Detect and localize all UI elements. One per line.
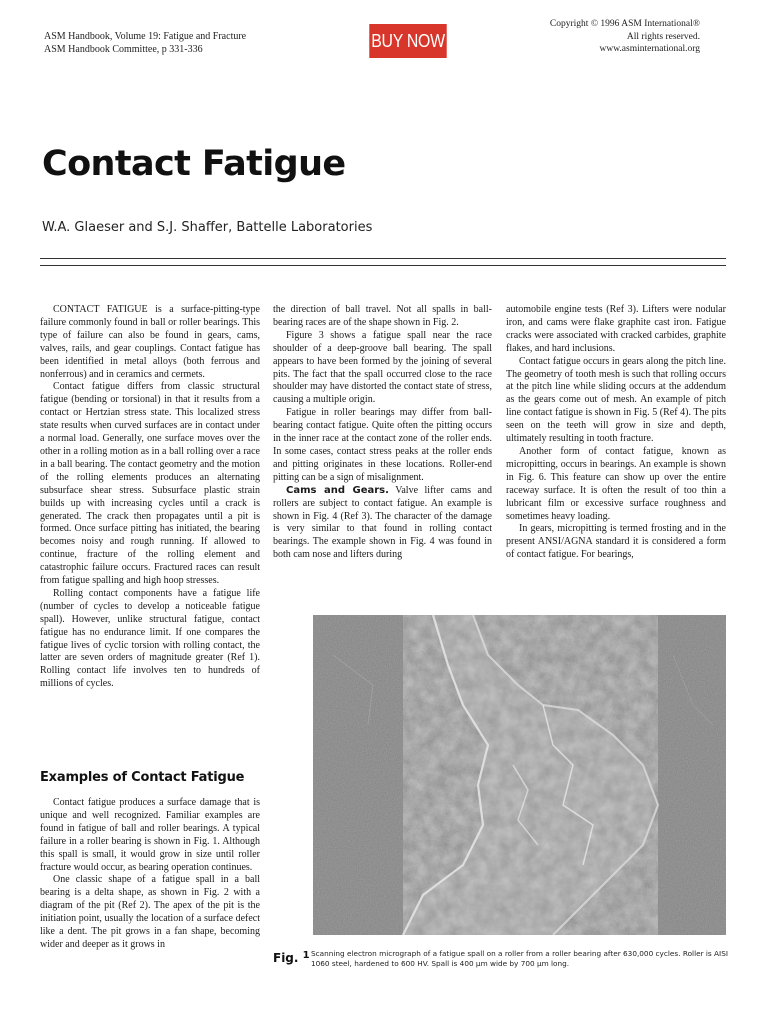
paragraph: Contact fatigue occurs in gears along the pitch line. The geometry of tooth mesh is such that rolling occurs at the pitch line while sliding occurs at the addendum as the gears come out of mesh. An example of pitch line contact fatigue is shown in Fig. 5 (Ref 4). The pits seen on the teeth will grow in size and depth, ultimately resulting in tooth fracture. bbox=[506, 355, 726, 445]
paragraph: automobile engine tests (Ref 3). Lifters were nodular iron, and cams were flake graphite cast iron. Fatigue cracks were associated with cracked carbides, graphite flakes, and hard inclusions. bbox=[506, 304, 726, 354]
paragraph: Figure 3 shows a fatigue spall near the race shoulder of a deep-groove ball bearing. The spall appears to have been formed by the joining of several pits. The fact that the spall occurred close to the race shoulder may have distorted the contact state of stress, causing a multiple origin. bbox=[273, 329, 492, 406]
section-heading: Examples of Contact Fatigue bbox=[40, 770, 245, 785]
buy-now-button[interactable]: BUY NOW bbox=[369, 24, 446, 58]
copyright-line: Copyright © 1996 ASM International® bbox=[549, 19, 700, 29]
paragraph: the direction of ball travel. Not all spalls in ball-bearing races are of the shape shown in Fig. 2. bbox=[273, 304, 492, 328]
paragraph: Contact fatigue produces a surface damage that is unique and well recognized. Familiar examples are found in fatigue of ball and roller bearings. A typical failure in a roller bearing is shown in Fig. 1. Although this spall is small, it would grow in size until roller fracture would occur, as bearing operation continues. bbox=[40, 797, 260, 873]
paragraph: One classic shape of a fatigue spall in a ball bearing is a delta shape, as shown in Fig. 2 with a diagram of the pit (Ref 2). The apex of the pit is the initiation point, usually the location of a surface defect like a dent. The pit grows in a fan shape, becoming wider and deeper as it grows in bbox=[40, 874, 260, 950]
paragraph: CONTACT FATIGUE is a surface-pitting-type failure commonly found in ball or roller bearings. This type of failure can also be found in gears, cams, valves, rails, and gear couplings. Contact fatigue has been identified in metal alloys (both ferrous and nonferrous) and in ceramics and cermets. bbox=[40, 304, 260, 380]
body-column-2 bbox=[273, 304, 492, 562]
body-column-3 bbox=[506, 304, 726, 562]
body-column-1-section bbox=[40, 797, 260, 952]
paragraph-text: Valve lifter cams and rollers are subject to contact fatigue. An example is shown in Fig. 4 (Ref 3). The character of the damage is very similar to that found in rolling contact bearings. The example shown in Fig. 4 was found in both cam nose and lifters during bbox=[273, 484, 492, 561]
paragraph: Rolling contact components have a fatigue life (number of cycles to develop a noticeable fatigue spall). However, unlike structural fatigue, contact fatigue has no endurance limit. If one compares the fatigue lives of cyclic torsion with rolling contact, the latter are seven orders of magnitude greater (Ref 1). Rolling contact life involves ten to hundreds of millions of cycles. bbox=[40, 587, 260, 690]
citation-line-2: ASM Handbook Committee, p 331-336 bbox=[44, 43, 203, 55]
title-rule-top bbox=[40, 258, 726, 259]
figure-number: 1 bbox=[302, 950, 310, 961]
citation-line-1: ASM Handbook, Volume 19: Fatigue and Fracture bbox=[44, 31, 247, 42]
figure-label-text: Fig. bbox=[273, 951, 299, 965]
paragraph: Another form of contact fatigue, known as micropitting, occurs in bearings. An example is shown in Fig. 6. This feature can show up over the entire raceway surface. It is often the result of too thin a lubricant film or excessive surface roughness and sometimes heavy loading. bbox=[506, 445, 726, 522]
article-title: Contact Fatigue bbox=[42, 144, 346, 184]
citation-block bbox=[44, 31, 246, 56]
copyright-block bbox=[550, 18, 700, 56]
rights-line: All rights reserved. bbox=[626, 31, 700, 42]
body-column-1 bbox=[40, 304, 260, 691]
title-rule-bottom bbox=[40, 265, 726, 266]
sem-micrograph-image bbox=[313, 615, 726, 935]
paragraph: In gears, micropitting is termed frosting and in the present ANSI/AGNA standard it is considered a form of contact fatigue. For bearings, bbox=[506, 523, 726, 561]
micrograph-graphic bbox=[313, 615, 726, 935]
figure-label bbox=[273, 951, 310, 965]
paragraph: Contact fatigue differs from classic structural fatigue (bending or torsional) in that it results from a contact or Hertzian stress state. This localized stress state results when curved surfaces are in contact under a normal load. Generally, one surface moves over the other in a rolling motion as in a ball rolling over a race in a ball bearing. The contact geometry and the motion of the rolling elements produces an alternating subsurface shear stress. Subsurface plastic strain builds up with increasing cycles until a crack is generated. The crack then propagates until a pit is formed. Once surface pitting has initiated, the bearing becomes noisy and rough running. If allowed to continue, fracture of the rolling element and catastrophic failure occurs. Fractured races can result from fatigue spalling and high hoop stresses. bbox=[40, 381, 260, 587]
website-link[interactable]: www.asminternational.org bbox=[599, 44, 700, 54]
paragraph: Fatigue in roller bearings may differ from ball-bearing contact fatigue. Quite often the pitting occurs in the inner race at the contact zone of the roller ends. In some cases, contact stress peaks at the roller ends and pitting originates in these locations. Roller-end pitting can be a sign of misalignment. bbox=[273, 407, 492, 483]
article-authors: W.A. Glaeser and S.J. Shaffer, Battelle Laboratories bbox=[42, 220, 373, 235]
paragraph bbox=[273, 485, 492, 562]
run-in-heading: Cams and Gears. bbox=[286, 484, 389, 496]
figure-caption: Scanning electron micrograph of a fatigue spall on a roller from a roller bearing after 630,000 cycles. Roller is AISI 1060 steel, hardened to 600 HV. Spall is 400 µm wide by 700 µm long. bbox=[311, 949, 728, 968]
